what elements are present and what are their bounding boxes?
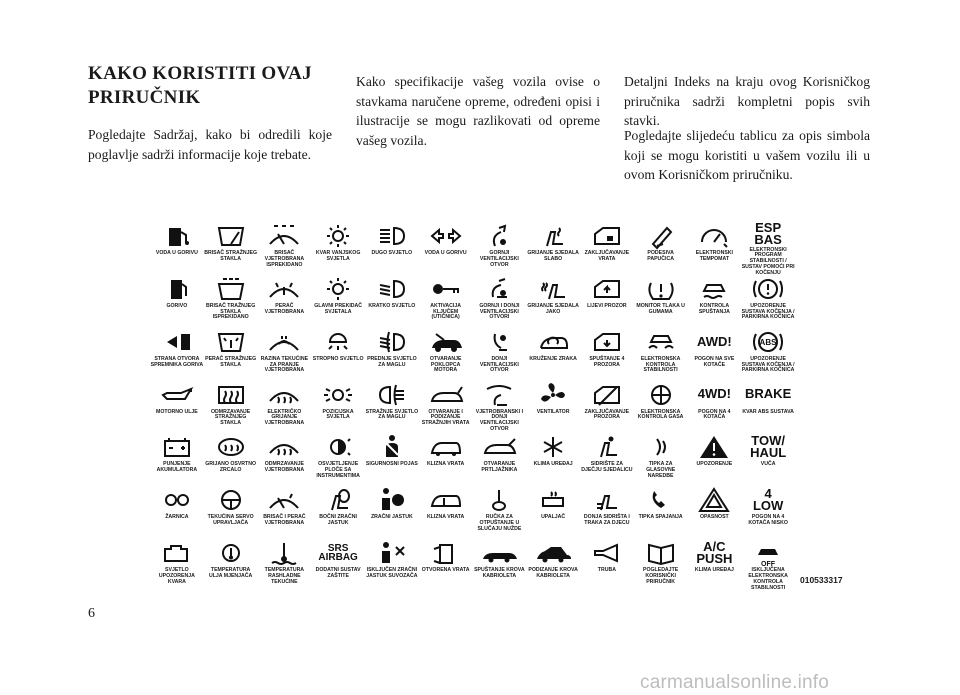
symbol-label: GRIJANO OSVRTNO ZRCALO [205,461,256,474]
symbol-label: ELEKTRONSKA KONTROLA GASA [637,408,684,421]
check-engine-icon [157,539,197,567]
heated-windshield-icon [264,381,304,409]
symbol-cell [526,328,580,381]
symbol-label: ELEKTRONSKI PROGRAM STABILNOSTI / SUSTAV POMOĆI PRI KOČENJU [741,246,795,275]
rear-washer-icon [211,328,251,356]
symbol-label: GORNJI VENTILACIJSKI OTVOR [479,250,519,268]
lighter-icon [533,486,573,514]
throttle-control-icon [641,381,681,409]
symbol-cell [741,433,795,486]
washer-icon [264,275,304,303]
symbol-cell [580,433,634,486]
phone-button-icon [641,486,681,514]
symbol-cell [741,222,795,275]
symbol-cell [473,222,527,275]
symbol-cell [688,328,742,381]
symbol-cell [473,486,527,539]
symbol-label: PREDNJE SVJETLO ZA MAGLU [367,355,417,368]
symbol-cell [258,539,312,592]
symbol-cell [419,486,473,539]
symbol-label: PUNJENJE AKUMULATORA [156,461,198,474]
child-seat-icon [587,433,627,461]
symbol-label: BOČNI ZRAČNI JASTUK [319,514,357,527]
key-icon [426,275,466,303]
tire-pressure-icon [641,275,681,303]
symbol-label: MONITOR TLAKA U GUMAMA [636,302,685,315]
symbol-cell [150,433,204,486]
symbol-label: OPASNOST [700,514,729,521]
trunk-open-icon [479,433,519,461]
bulb-pair-icon [157,486,197,514]
high-beam-icon [372,222,412,250]
recirculation-icon [533,328,573,356]
symbol-cell [473,381,527,434]
stability-control-icon [641,328,681,356]
symbol-cell [473,328,527,381]
symbol-label: ELEKTRONSKA KONTROLA STABILNOSTI [640,355,681,374]
symbol-label: BRISAČ TRAŽNJEG STAKLA ISPREKIDANO [205,302,256,321]
page-number: 6 [88,606,95,621]
seat-heater-high-icon [533,275,573,303]
symbol-label: GORIVO [166,302,188,309]
symbol-label: ZAKLJUČAVANJE VRATA [584,250,630,262]
hood-open-icon [426,328,466,356]
symbol-cell [258,486,312,539]
symbol-cell [526,381,580,434]
awd-icon: AWD! [697,333,732,349]
speedometer-cruise-icon [694,222,734,250]
symbol-label: KLIMA UREĐAJ [533,461,573,468]
symbol-label: DUGO SVJETLO [371,250,413,256]
symbol-label: POGLEDAJTE KORISNIČKI PRIRUČNIK [643,567,679,585]
symbol-cell [634,275,688,328]
symbol-cell [365,539,419,592]
trunk-release-icon [479,486,519,514]
symbol-label: KVAR ABS SUSTAVA [742,408,794,415]
symbol-cell [526,275,580,328]
fuel-pump-icon [157,222,197,250]
front-wipe-wash-icon [264,486,304,514]
symbol-label: KLIZNA VRATA [426,461,465,468]
symbol-label: BRISAČ I PERAČ VJETROBRANA [263,514,306,527]
symbol-label: DONJA SIDRIŠTA I TRAKA ZA DJECU [583,514,630,527]
symbol-label: OTVARANJE POKLOPCA MOTORA [429,355,462,374]
floor-defrost-vent-icon [479,381,519,409]
symbol-cell [419,433,473,486]
symbol-cell [150,222,204,275]
symbol-cell [473,539,527,592]
intro-paragraph-contents: Pogledajte Sadržaj, kako bi odredili koje poglavlje sadrži informacije koje trebate. [88,127,332,162]
dome-light-icon [318,328,358,356]
symbol-cell [204,222,258,275]
lower-vent-icon [479,328,519,356]
abs-icon [748,328,788,356]
door-ajar-icon [426,539,466,567]
symbol-cell [688,539,742,592]
symbol-label: GRIJANJE SJEDALA SLABO [527,250,579,262]
symbol-cell [258,328,312,381]
brake-warning-icon [748,275,788,303]
window-lockout-icon [587,381,627,409]
hazard-icon [694,486,734,514]
symbol-label: TIPKA SPAJANJA [638,514,683,521]
symbol-label: TEMPERATURA ULJA MJENJAČA [208,567,253,579]
seatbelt-icon [372,433,412,461]
tow-haul-icon: TOW/ HAUL [750,433,787,461]
figure-code: 010533317 [800,575,843,585]
page-title: KAKO KORISTITI OVAJ PRIRUČNIK [88,63,312,108]
symbol-cell [634,222,688,275]
symbol-cell [150,275,204,328]
symbol-label: GLAVNI PREKIDAČ SVJETALA [314,302,362,315]
traction-control-icon [694,275,734,303]
side-airbag-icon [318,486,358,514]
symbol-cell [688,486,742,539]
symbol-cell [580,539,634,592]
symbol-label: VJETROBRANSKI I DONJI VENTILACIJSKI OTVOR [475,408,524,432]
symbol-label: ŽARNICA [165,514,189,521]
symbol-label: UPOZORENJE SUSTAVA KOČENJA / PARKIRNA KOČNICA [741,355,795,374]
fuel-icon [157,275,197,303]
symbol-cell [526,433,580,486]
symbol-label: DONJI VENTILACIJSKI OTVOR [479,355,519,374]
fuel-door-side-icon [157,328,197,356]
symbol-label: KRUŽENJE ZRAKA [529,355,577,362]
symbol-label: RAZINA TEKUĆINE ZA PRANJE VJETROBRANA [260,355,309,374]
symbol-label: ODMRZAVANJE VJETROBRANA [264,461,305,474]
symbol-cell [580,328,634,381]
symbol-cell [311,328,365,381]
symbol-label: OSVJETLJENJE PLOČE SA INSTRUMENTIMA [316,461,360,480]
symbol-cell [634,539,688,592]
pedal-icon [641,222,681,250]
symbol-cell [419,328,473,381]
front-defrost-icon [264,433,304,461]
symbol-label: KLIMA UREĐAJ [694,567,734,574]
symbol-label: ZAKLJUČAVANJE PROZORA [584,408,630,421]
oil-can-icon [157,381,197,409]
symbol-cell [580,381,634,434]
symbol-label: UPALJAČ [541,514,566,521]
coolant-temp-icon [264,539,304,567]
glow-plug-icon [641,433,681,461]
symbol-label: STRAŽNJE SVJETLO ZA MAGLU [365,408,419,421]
symbol-label: SVJETLO UPOZORENJA KVARA [158,567,195,585]
symbol-label: ODMRZAVANJE STRAŽNJEG STAKLA [210,408,251,427]
rear-wiper-icon [211,222,251,250]
symbol-label: PODESIVA PAPUČICA [647,250,674,262]
horn-icon [587,539,627,567]
brake-text-icon: BRAKE [745,386,792,402]
symbol-cell [150,539,204,592]
front-wiper-interval-icon [264,222,304,250]
symbol-label: POGON NA 4 KOTAČA NISKO [748,514,788,527]
symbol-cell [688,275,742,328]
symbol-label: PERAČ VJETROBRANA [264,302,305,315]
symbol-label: PERAČ STRAŽNJEG STAKLA [205,355,257,368]
symbol-cell [365,222,419,275]
steering-icon [211,486,251,514]
symbol-label: BRISAČ VJETROBRANA ISPREKIDANO [264,250,305,268]
symbol-cell [526,539,580,592]
symbol-label: TEKUĆINA SERVO UPRAVLJAČA [207,514,254,527]
symbol-table [150,222,795,592]
symbol-cell [311,539,365,592]
intro-paragraph-specifications: Kako specifikacije vašeg vozila ovise o stavkama naručene opreme, određeni opisi i ilustracije se mogu razlikovati od opreme vašeg vozila. [356,74,600,148]
ac-push-icon: A/C PUSH [696,539,733,567]
intro-paragraph-symbols: Pogledajte slijedeću tablicu za opis simbola koji se mogu koristiti u vašem vozilu ili u ovom Korisničkom priručniku. [624,128,870,182]
symbol-cell [365,486,419,539]
symbol-cell [526,486,580,539]
symbol-label: KLIZNA VRATA [426,514,465,521]
battery-icon [157,433,197,461]
symbol-label: KRATKO SVJETLO [368,302,416,309]
symbol-label: VODA U GORIVU [424,250,467,256]
symbol-cell [688,381,742,434]
ac-icon [533,433,573,461]
low-beam-icon [372,275,412,303]
symbol-label: GORNJI I DONJI VENTILACIJSKI OTVORI [479,302,520,321]
symbol-label: POGON NA SVE KOTAČE [694,355,735,368]
symbol-cell [741,328,795,381]
symbol-label: AKTIVACIJA KLJUČEM (UTIČNICA) [430,302,461,321]
symbol-cell [634,433,688,486]
symbol-cell [204,328,258,381]
symbol-label: TEMPERATURA RASHLADNE TEKUĆINE [264,567,305,585]
symbol-cell [311,433,365,486]
symbol-cell [419,222,473,275]
symbol-cell [634,381,688,434]
symbol-label: PODIZANJE KROVA KABRIOLETA [528,567,578,579]
symbol-label: OTVORENA VRATA [421,567,470,574]
symbol-cell [419,539,473,592]
4low-icon: 4 LOW [752,486,784,514]
bulb-failure-icon [318,222,358,250]
watermark: carmanualsonline.info [640,672,830,693]
rear-wiper-interval-icon [211,275,251,303]
esp-off-icon [748,539,788,567]
symbol-label: POZICIJSKA SVJETLA [322,408,354,421]
symbol-label: GRIJANJE SJEDALA JAKO [527,302,579,315]
front-fog-icon [372,328,412,356]
symbol-label: UPOZORENJE [696,461,733,468]
symbol-label: LIJEVI PROZOR [587,302,627,309]
symbol-label: RUČKA ZA OTPUŠTANJE U SLUČAJU NUŽDE [477,514,522,532]
symbol-cell [204,433,258,486]
symbol-label: ELEKTRIČKO GRIJANJE VJETROBRANA [264,408,305,427]
svg-text:ABS: ABS [759,337,777,347]
symbol-cell [580,222,634,275]
symbol-label: SIDRIŠTE ZA DJEČJU SJEDALICU [581,461,633,474]
4wd-icon: 4WD! [697,386,731,402]
fan-icon [533,381,573,409]
symbol-cell [741,486,795,539]
seat-heater-low-icon [533,222,573,250]
symbol-cell [204,275,258,328]
symbol-label: ISKLJUČEN ZRAČNI JASTUK SUVOZAČA [366,567,418,579]
symbol-cell [150,381,204,434]
symbol-cell [688,222,742,275]
symbol-cell [634,486,688,539]
symbol-cell [365,328,419,381]
symbol-cell [365,433,419,486]
symbol-cell [204,381,258,434]
symbol-cell [741,381,795,434]
symbol-label: KVAR VANJSKOG SVJETLA [315,250,361,262]
symbol-label: VODA U GORIVU [155,250,198,256]
svg-text:OFF: OFF [761,561,776,568]
symbol-cell [150,328,204,381]
symbol-cell [365,381,419,434]
symbol-cell [419,381,473,434]
child-anchor-icon [587,486,627,514]
symbol-cell [688,433,742,486]
symbol-cell [311,275,365,328]
parking-lights-icon [318,381,358,409]
symbol-cell [204,539,258,592]
convertible-icon [479,539,519,567]
symbol-cell [150,486,204,539]
symbol-label: TIPKA ZA GLASOVNE NAREDBE [646,461,676,480]
symbol-cell [365,275,419,328]
rain-sensor-icon [264,328,304,356]
symbol-label: KONTROLA SPUŠTANJA [698,302,730,315]
four-window-icon [587,328,627,356]
symbol-label: SPUŠTANJE KROVA KABRIOLETA [474,567,525,579]
esp-bas-icon: ESP BAS [754,222,782,248]
rear-defrost-icon [211,381,251,409]
intro-paragraph-index: Detaljni Indeks na kraju ovog Korisničkog priručnika sadrži kompletni popis svih stavki. [624,74,870,128]
symbol-label: SPUŠTANJE 4 PROZORA [589,355,625,368]
symbol-cell [634,328,688,381]
trans-temp-icon [211,539,251,567]
passenger-airbag-off-icon [372,539,412,567]
symbol-label: TRUBA [597,567,616,574]
symbol-cell [526,222,580,275]
symbol-cell [473,433,527,486]
symbol-label: POGON NA 4 KOTAČA [698,408,731,421]
symbol-label: VENTILATOR [536,408,570,415]
sliding-door-icon [426,433,466,461]
turn-signal-icon [426,222,466,250]
symbol-label: SIGURNOSNI POJAS [365,461,418,468]
symbol-label: OTVARANJE PRTLJAŽNIKA [481,461,518,474]
symbol-label: ZRAČNI JASTUK [370,514,413,521]
symbol-label: UPOZORENJE SUSTAVA KOČENJA / PARKIRNA KOČNICA [741,302,795,321]
symbol-cell [580,486,634,539]
symbol-cell [258,222,312,275]
airbag-icon [372,486,412,514]
window-lock-icon [587,222,627,250]
upper-lower-vent-icon [479,275,519,303]
symbol-label: VUČA [760,461,776,468]
convertible-up-icon [533,539,573,567]
srs-airbag-icon: SRS AIRBAG [318,542,358,564]
dimmer-icon [318,433,358,461]
upper-vent-icon [479,222,519,250]
symbol-cell [473,275,527,328]
heated-mirror-icon [211,433,251,461]
symbol-cell [741,275,795,328]
symbol-cell [311,486,365,539]
symbol-cell [311,381,365,434]
symbol-cell [580,275,634,328]
symbol-label: OTVARANJE I PODIZANJE STRAŽNJIH VRATA [421,408,470,427]
left-window-icon [587,275,627,303]
symbol-cell [258,381,312,434]
symbol-label: MOTORNO ULJE [156,408,198,415]
symbol-cell [258,275,312,328]
symbol-cell [419,275,473,328]
rear-fog-icon [372,381,412,409]
sliding-door-2-icon [426,486,466,514]
symbol-cell [204,486,258,539]
symbol-label: DODATNI SUSTAV ZAŠTITE [315,567,361,579]
manual-icon [641,539,681,567]
liftgate-icon [426,381,466,409]
symbol-cell [311,222,365,275]
warning-triangle-icon [694,433,734,461]
symbol-cell [741,539,795,592]
symbol-label: STRANA OTVORA SPREMNIKA GORIVA [150,355,204,368]
symbol-cell [258,433,312,486]
headlight-switch-icon [318,275,358,303]
symbol-label: ISKLJUČENA ELEKTRONSKA KONTROLA STABILNOSTI [748,567,788,591]
symbol-label: ELEKTRONSKI TEMPOMAT [695,250,733,262]
symbol-label: BRISAČ STRAŽNJEG STAKLA [204,250,257,262]
symbol-label: STROPNO SVJETLO [312,355,364,362]
